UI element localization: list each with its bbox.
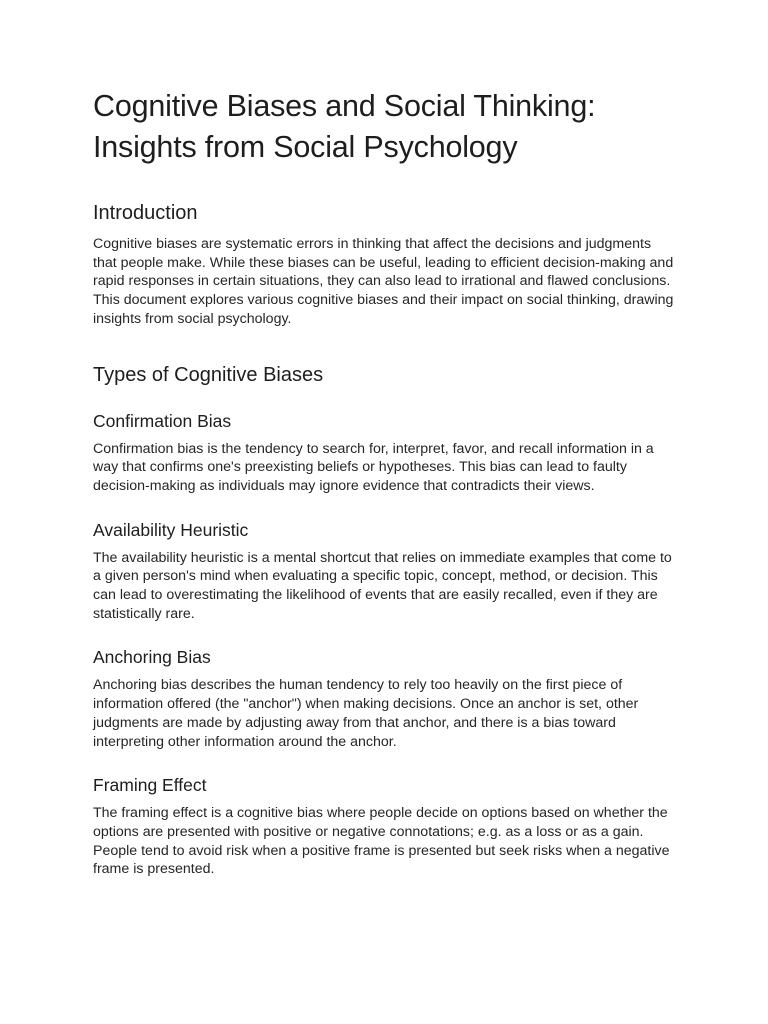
anchoring-bias-paragraph: Anchoring bias describes the human tendency to rely too heavily on the first piece of information offered (the "anchor") when making decisions. Once an anchor is set, other judgments are made by adjusting away from that anchor, and there is a bias toward interpreting other information around the anchor. [93,677,639,750]
types-heading: Types of Cognitive Biases [93,363,324,386]
anchoring-bias-heading: Anchoring Bias [93,647,211,668]
availability-heuristic-heading: Availability Heuristic [93,519,249,540]
framing-effect-paragraph: The framing effect is a cognitive bias where people decide on options based on whether the options are presented with positive or negative connotations; e.g. as a loss or as a gain. People tend to avoid risk when a positive frame is presented but seek risks when a negative frame is presented. [93,805,670,878]
framing-effect-heading: Framing Effect [93,775,207,796]
document-title: Cognitive Biases and Social Thinking: Insights from Social Psychology [93,89,596,164]
introduction-paragraph: Cognitive biases are systematic errors in thinking that affect the decisions and judgments that people make. While these biases can be useful, leading to efficient decision-making and rapid responses in certain situations, they can also lead to irrational and flawed conclusions. This document explores various cognitive biases and their impact on social thinking, drawing insights from social psychology. [93,236,674,327]
confirmation-bias-heading: Confirmation Bias [93,410,232,431]
availability-heuristic-paragraph: The availability heuristic is a mental shortcut that relies on immediate examples that come to a given person's mind when evaluating a specific topic, concept, method, or decision. This can lead to overestimating the likelihood of events that are easily recalled, even if they are statistically rare. [93,549,672,622]
introduction-heading: Introduction [93,202,198,224]
confirmation-bias-paragraph: Confirmation bias is the tendency to search for, interpret, favor, and recall information in a way that confirms one's preexisting beliefs or hypotheses. This bias can lead to faulty decision-making as individuals may ignore evidence that contradicts their views. [93,440,654,494]
